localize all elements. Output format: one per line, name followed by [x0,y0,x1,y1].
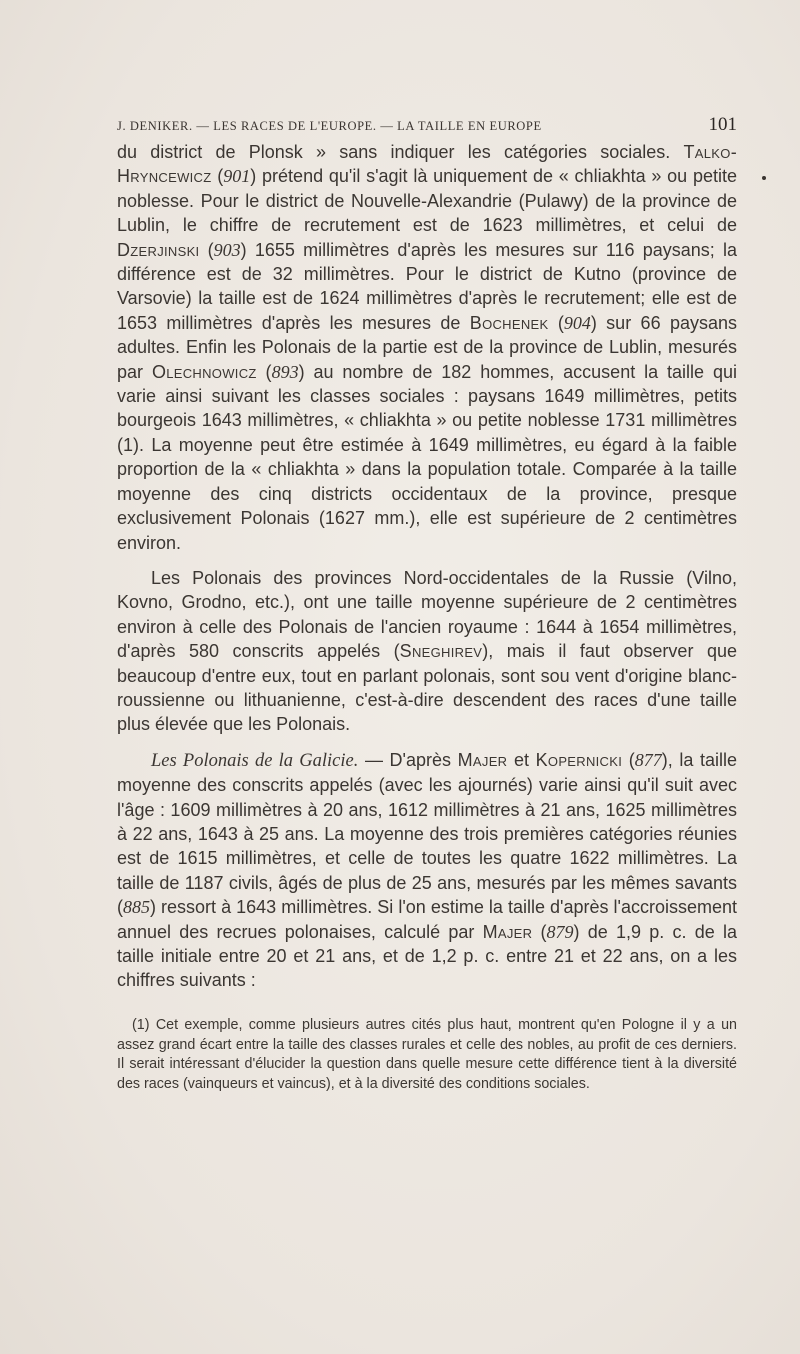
reference-number: 877 [634,749,662,770]
paragraph-2 [117,566,737,737]
text-run: ), mais il faut observer que beaucoup d'entre eux, tout en parlant polonais, sont sou vent d'origine blanc-roussienne ou lithuanienne, c'est-à-dire descendent des races d'une taille plus élevée que les Polonais. [117,641,737,735]
text-run: ( [199,239,214,260]
text-run: ( [548,312,564,333]
reference-number: 885 [123,897,150,918]
text-run: ), la taille moyenne des conscrits appelés (avec les ajournés) varie ainsi qu'il suit avec l'âge : 1609 millimètres à 20 ans, 1612 millimètres à 21 ans, 1625 millimètres à 22 ans, 1643 à 25 ans. La moyenne des trois premières catégories réunies est de 1615 millimètres, et celle de toutes les quatre 1622 millimètres. La taille de 1187 civils, âgés de plus de 25 ans, mesurés par les mêmes savants ( [117,749,737,918]
ink-speck [762,176,766,180]
running-head: J. DENIKER. — LES RACES DE L'EUROPE. — LA TAILLE EN EUROPE [117,119,542,133]
text-run: ( [622,749,635,770]
author-name: Bochenek [469,312,549,333]
page-number: 101 [708,114,737,135]
author-name: Kopernicki [535,749,623,770]
footnote-text: (1) Cet exemple, comme plusieurs autres cités plus haut, montrent qu'en Pologne il y a un assez grand écart entre la taille des classes rurales et celle des nobles, au profit de ces derniers. Il serait intéressant d'élucider la question dans quelle mesure cette différence tient à la diversité des races (vainqueurs et vaincus), et à la diversité des conditions sociales. [117,1017,737,1092]
reference-number: 893 [271,361,299,382]
text-run: ( [532,921,547,942]
reference-number: 904 [563,312,591,333]
section-title: Les Polonais de la Galicie. [151,750,359,771]
text-run: — D'après [358,749,458,770]
text-run: Les Polonais des provinces Nord-occidentales de la Russie (Vilno, Kovno, Grodno, etc.), ont une taille moyenne supérieure de 2 centimètres environ à celle des Polonais de l'ancien royaume : 1644 à 1654 millimètres, d'après 580 conscrits appelés ( [117,567,737,662]
reference-number: 879 [546,921,574,942]
author-name: Talko-Hryncewicz [117,142,737,187]
paragraph-3 [117,748,737,993]
page-header [117,114,737,136]
reference-number: 901 [223,166,251,187]
reference-number: 903 [213,239,241,260]
text-run: ) prétend qu'il s'agit là uniquement de « chliakhta » ou petite noblesse. Pour le district de Nouvelle-Alexandrie (Pulawy) de la province de Lublin, le chiffre de recrutement est de 1623 millimètres, et celui de [117,166,738,236]
text-run: du district de Plonsk » sans indiquer les catégories sociales. [117,142,684,162]
author-name: Majer [457,749,508,770]
text-run: ) sur 66 paysans adultes. Enfin les Polonais de la partie est de la province de Lublin, mesurés par [117,312,737,382]
text-run: ) de 1,9 p. c. de la taille initiale entre 20 et 21 ans, et de 1,2 p. c. entre 21 et 22 ans, on a les chiffres suivants : [117,921,737,991]
paragraph-1 [117,140,737,555]
author-name: Sneghirev [399,641,483,662]
text-run: ) au nombre de 182 hommes, accusent la taille qui varie ainsi suivant les classes sociales : paysans 1649 millimètres, petits bourgeois 1643 millimètres, « chliakhta » ou petite noblesse 1731 millimètres (1). La moyenne peut être estimée à 1649 millimètres, eu égard à la faible proportion de la « chliakhta » dans la population totale. Comparée à la taille moyenne des cinq districts occidentaux de la province, presque exclusivement Polonais (1627 mm.), elle est supérieure de 2 centimètres environ. [117,361,737,553]
text-run: ) 1655 millimètres d'après les mesures sur 116 paysans; la différence est de 32 millimètres. Pour le district de Kutno (province de Varsovie) la taille est de 1624 millimètres d'après le recrutement; elle est de 1653 millimètres d'après les mesures de [117,239,737,333]
footnote [117,1016,737,1094]
text-run: ) ressort à 1643 millimètres. Si l'on estime la taille d'après l'accroissement annuel des recrues polonaises, calculé par [117,897,737,942]
text-run: ( [256,361,272,382]
author-name: Dzerjinski [117,239,200,260]
author-name: Majer [482,921,533,942]
author-name: Olechnowicz [151,361,257,382]
body-text [117,140,737,993]
text-run: et [507,749,536,770]
text-run: ( [211,166,224,187]
